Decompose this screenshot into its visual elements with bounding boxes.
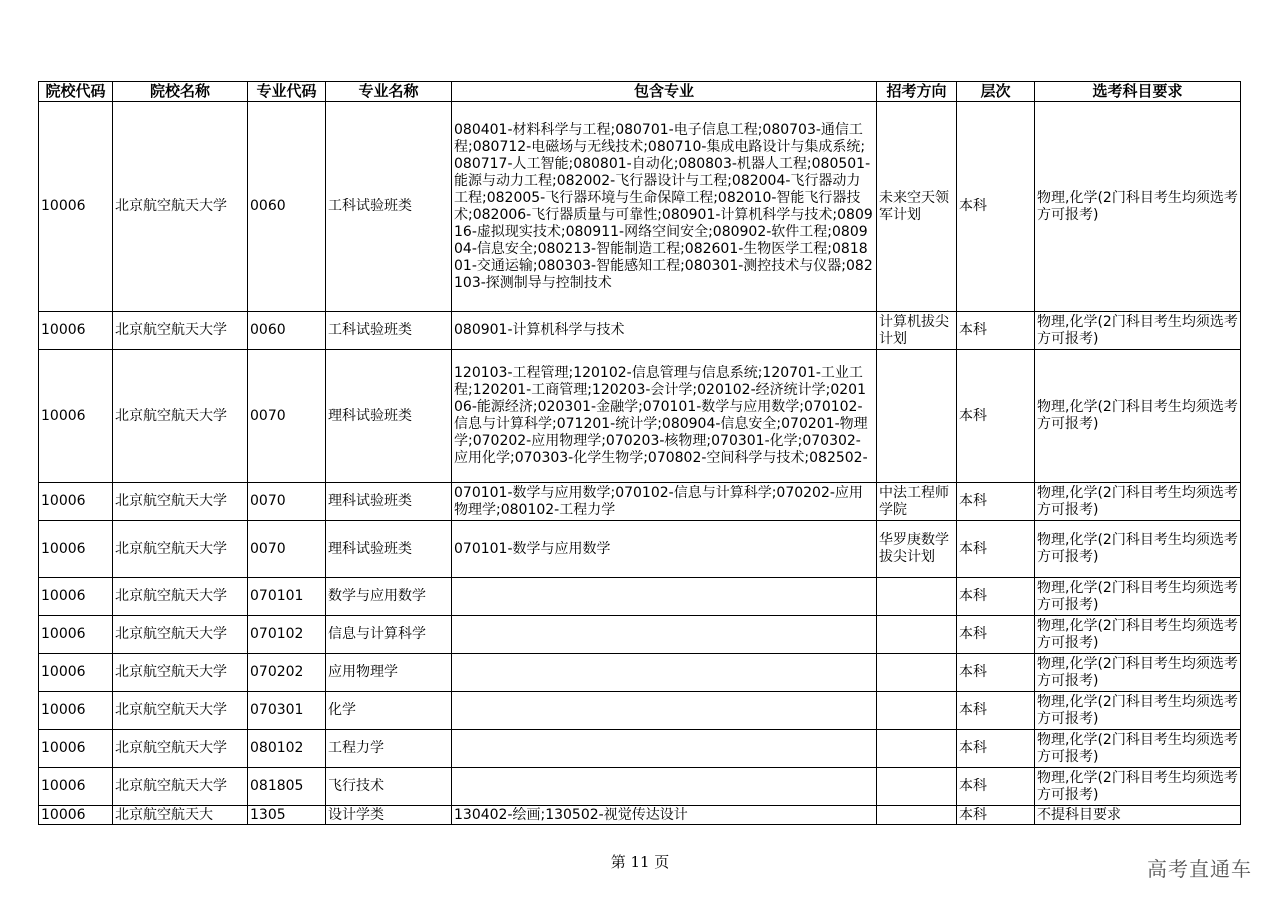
major-name-cell: 设计学类	[326, 806, 452, 825]
header-school-code: 院校代码	[39, 82, 113, 102]
major-name-cell: 化学	[326, 692, 452, 730]
school-code-cell: 10006	[39, 521, 113, 578]
included-majors-cell: 130402-绘画;130502-视觉传达设计	[452, 806, 877, 825]
table-row	[39, 521, 1241, 578]
major-name-cell: 应用物理学	[326, 654, 452, 692]
school-name-cell: 北京航空航天大学	[113, 312, 248, 350]
table-row	[39, 730, 1241, 768]
major-code-cell: 070102	[248, 616, 326, 654]
level-cell: 本科	[957, 806, 1035, 825]
level-cell: 本科	[957, 578, 1035, 616]
direction-cell	[877, 768, 957, 806]
school-code-cell: 10006	[39, 102, 113, 312]
table-header-row	[39, 82, 1241, 102]
direction-cell	[877, 350, 957, 483]
direction-cell	[877, 692, 957, 730]
level-cell: 本科	[957, 616, 1035, 654]
requirement-cell: 物理,化学(2门科目考生均须选考方可报考)	[1035, 483, 1241, 521]
table-row	[39, 654, 1241, 692]
major-code-cell: 070101	[248, 578, 326, 616]
requirement-cell: 物理,化学(2门科目考生均须选考方可报考)	[1035, 616, 1241, 654]
school-code-cell: 10006	[39, 654, 113, 692]
school-code-cell: 10006	[39, 692, 113, 730]
page-number: 第 11 页	[610, 853, 670, 871]
major-code-cell: 0060	[248, 102, 326, 312]
table-row	[39, 616, 1241, 654]
major-code-cell: 0070	[248, 350, 326, 483]
included-majors-cell	[452, 578, 877, 616]
direction-cell: 华罗庚数学拔尖计划	[877, 521, 957, 578]
table-row	[39, 578, 1241, 616]
direction-cell	[877, 806, 957, 825]
header-major-code: 专业代码	[248, 82, 326, 102]
major-code-cell: 081805	[248, 768, 326, 806]
level-cell: 本科	[957, 102, 1035, 312]
requirement-cell: 物理,化学(2门科目考生均须选考方可报考)	[1035, 312, 1241, 350]
school-name-cell: 北京航空航天大学	[113, 578, 248, 616]
direction-cell	[877, 616, 957, 654]
school-name-cell: 北京航空航天大学	[113, 350, 248, 483]
school-code-cell: 10006	[39, 806, 113, 825]
school-code-cell: 10006	[39, 483, 113, 521]
direction-cell: 中法工程师学院	[877, 483, 957, 521]
school-name-cell: 北京航空航天大	[113, 806, 248, 825]
requirement-cell: 物理,化学(2门科目考生均须选考方可报考)	[1035, 102, 1241, 312]
header-level: 层次	[957, 82, 1035, 102]
major-name-cell: 理科试验班类	[326, 483, 452, 521]
included-majors-cell	[452, 616, 877, 654]
major-name-cell: 信息与计算科学	[326, 616, 452, 654]
included-majors-cell	[452, 654, 877, 692]
major-name-cell: 理科试验班类	[326, 350, 452, 483]
included-majors-cell: 080401-材料科学与工程;080701-电子信息工程;080703-通信工程;080712-电磁场与无线技术;080710-集成电路设计与集成系统;080717-人工智能;080801-自动化;080803-机器人工程;080501-能源与动力工程;082002-飞行器设计与工程;082004-飞行器动力工程;082005-飞行器环境与生命保障工程;082010-智能飞行器技术;082006-飞行器质量与可靠性;080901-计算机科学与技术;080916-虚拟现实技术;080911-网络空间安全;080902-软件工程;080904-信息安全;080213-智能制造工程;082601-生物医学工程;081801-交通运输;080303-智能感知工程;080301-测控技术与仪器;082103-探测制导与控制技术	[452, 102, 877, 312]
table-row	[39, 692, 1241, 730]
level-cell: 本科	[957, 692, 1035, 730]
table-row	[39, 350, 1241, 483]
table-row	[39, 483, 1241, 521]
table-row	[39, 806, 1241, 825]
school-code-cell: 10006	[39, 350, 113, 483]
requirement-cell: 物理,化学(2门科目考生均须选考方可报考)	[1035, 521, 1241, 578]
requirement-cell: 不提科目要求	[1035, 806, 1241, 825]
major-code-cell: 070202	[248, 654, 326, 692]
table-row	[39, 102, 1241, 312]
included-majors-cell	[452, 730, 877, 768]
requirement-cell: 物理,化学(2门科目考生均须选考方可报考)	[1035, 350, 1241, 483]
major-code-cell: 080102	[248, 730, 326, 768]
admissions-table	[38, 81, 1241, 825]
requirement-cell: 物理,化学(2门科目考生均须选考方可报考)	[1035, 692, 1241, 730]
included-majors-cell: 070101-数学与应用数学;070102-信息与计算科学;070202-应用物理学;080102-工程力学	[452, 483, 877, 521]
school-code-cell: 10006	[39, 578, 113, 616]
school-name-cell: 北京航空航天大学	[113, 692, 248, 730]
requirement-cell: 物理,化学(2门科目考生均须选考方可报考)	[1035, 654, 1241, 692]
included-majors-cell: 070101-数学与应用数学	[452, 521, 877, 578]
school-name-cell: 北京航空航天大学	[113, 616, 248, 654]
major-name-cell: 飞行技术	[326, 768, 452, 806]
major-name-cell: 工科试验班类	[326, 312, 452, 350]
level-cell: 本科	[957, 768, 1035, 806]
header-direction: 招考方向	[877, 82, 957, 102]
school-name-cell: 北京航空航天大学	[113, 654, 248, 692]
table-row	[39, 768, 1241, 806]
major-code-cell: 0060	[248, 312, 326, 350]
requirement-cell: 物理,化学(2门科目考生均须选考方可报考)	[1035, 730, 1241, 768]
level-cell: 本科	[957, 483, 1035, 521]
requirement-cell: 物理,化学(2门科目考生均须选考方可报考)	[1035, 578, 1241, 616]
major-name-cell: 工程力学	[326, 730, 452, 768]
school-name-cell: 北京航空航天大学	[113, 768, 248, 806]
header-included-majors: 包含专业	[452, 82, 877, 102]
major-name-cell: 工科试验班类	[326, 102, 452, 312]
major-code-cell: 1305	[248, 806, 326, 825]
watermark-text: 高考直通车	[1147, 857, 1252, 881]
direction-cell: 计算机拔尖计划	[877, 312, 957, 350]
school-code-cell: 10006	[39, 312, 113, 350]
school-name-cell: 北京航空航天大学	[113, 483, 248, 521]
requirement-cell: 物理,化学(2门科目考生均须选考方可报考)	[1035, 768, 1241, 806]
table-body	[39, 102, 1241, 825]
school-code-cell: 10006	[39, 616, 113, 654]
level-cell: 本科	[957, 350, 1035, 483]
included-majors-cell: 080901-计算机科学与技术	[452, 312, 877, 350]
included-majors-cell: 120103-工程管理;120102-信息管理与信息系统;120701-工业工程;120201-工商管理;120203-会计学;020102-经济统计学;020106-能源经济;020301-金融学;070101-数学与应用数学;070102-信息与计算科学;071201-统计学;080904-信息安全;070201-物理学;070202-应用物理学;070203-核物理;070301-化学;070302-应用化学;070303-化学生物学;070802-空间科学与技术;082502-	[452, 350, 877, 483]
major-code-cell: 0070	[248, 521, 326, 578]
table-row	[39, 312, 1241, 350]
school-name-cell: 北京航空航天大学	[113, 730, 248, 768]
school-name-cell: 北京航空航天大学	[113, 102, 248, 312]
level-cell: 本科	[957, 521, 1035, 578]
school-code-cell: 10006	[39, 730, 113, 768]
major-name-cell: 数学与应用数学	[326, 578, 452, 616]
direction-cell	[877, 730, 957, 768]
major-code-cell: 0070	[248, 483, 326, 521]
header-major-name: 专业名称	[326, 82, 452, 102]
direction-cell	[877, 578, 957, 616]
level-cell: 本科	[957, 654, 1035, 692]
header-requirement: 选考科目要求	[1035, 82, 1241, 102]
school-code-cell: 10006	[39, 768, 113, 806]
level-cell: 本科	[957, 312, 1035, 350]
header-school-name: 院校名称	[113, 82, 248, 102]
direction-cell: 未来空天领军计划	[877, 102, 957, 312]
included-majors-cell	[452, 768, 877, 806]
level-cell: 本科	[957, 730, 1035, 768]
direction-cell	[877, 654, 957, 692]
major-name-cell: 理科试验班类	[326, 521, 452, 578]
major-code-cell: 070301	[248, 692, 326, 730]
school-name-cell: 北京航空航天大学	[113, 521, 248, 578]
included-majors-cell	[452, 692, 877, 730]
